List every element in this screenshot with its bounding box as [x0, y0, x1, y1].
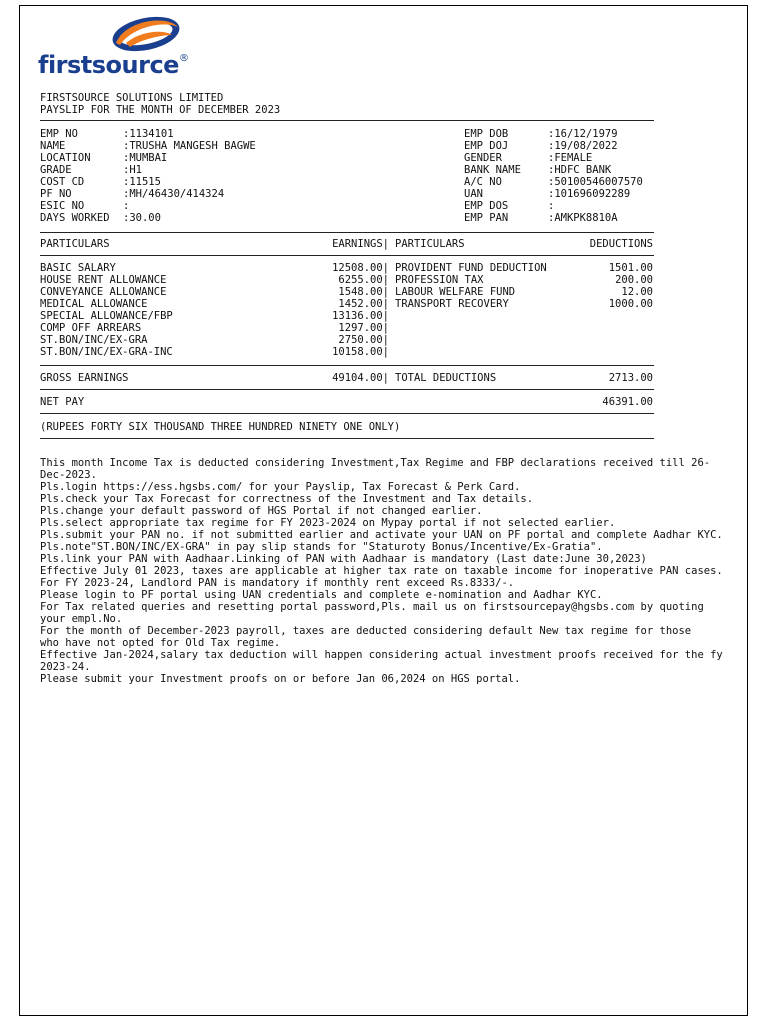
employee-field-label: UAN	[464, 188, 483, 200]
note-line: Pls.select appropriate tax regime for FY 2023-2024 on Mypay portal if not selected earlier.	[40, 517, 616, 529]
deduction-label: TRANSPORT RECOVERY	[395, 298, 509, 310]
earning-amount: 10158.00|	[332, 346, 389, 358]
total-deductions-amount: 2713.00	[608, 372, 653, 384]
earning-label: ST.BON/INC/EX-GRA	[40, 334, 148, 346]
divider	[40, 438, 654, 439]
employee-field-label: ESIC NO	[40, 200, 85, 212]
employee-field-value: :	[548, 200, 555, 212]
employee-field-label: GENDER	[464, 152, 502, 164]
deduction-amount: 12.00	[621, 286, 653, 298]
employee-field-label: BANK NAME	[464, 164, 521, 176]
employee-field-value: :1134101	[123, 128, 174, 140]
deduction-label: PROFESSION TAX	[395, 274, 484, 286]
deduction-amount: 1000.00	[608, 298, 653, 310]
divider	[40, 120, 654, 121]
employee-field-value: :	[123, 200, 130, 212]
payslip-title: PAYSLIP FOR THE MONTH OF DECEMBER 2023	[40, 104, 281, 116]
deduction-label: PROVIDENT FUND DEDUCTION	[395, 262, 547, 274]
employee-field-label: EMP PAN	[464, 212, 509, 224]
employee-field-label: LOCATION	[40, 152, 91, 164]
note-line: Please login to PF portal using UAN credentials and complete e-nomination and Aadhar KYC.	[40, 589, 603, 601]
employee-field-value: :HDFC BANK	[548, 164, 612, 176]
notes-section	[40, 457, 730, 685]
net-pay-label: NET PAY	[40, 396, 85, 408]
firstsource-logo	[38, 13, 198, 85]
earning-amount: 6255.00|	[338, 274, 389, 286]
employee-field-label: EMP DOB	[464, 128, 509, 140]
employee-field-label: EMP DOS	[464, 200, 509, 212]
header-earnings: EARNINGS|	[332, 238, 389, 250]
note-line: Pls.note"ST.BON/INC/EX-GRA" in pay slip stands for "Staturoty Bonus/Incentive/Ex-Gratia".	[40, 541, 603, 553]
divider	[40, 255, 654, 256]
earning-amount: 1452.00|	[338, 298, 389, 310]
employee-field-value: :30.00	[123, 212, 161, 224]
earning-label: ST.BON/INC/EX-GRA-INC	[40, 346, 173, 358]
company-name: FIRSTSOURCE SOLUTIONS LIMITED	[40, 92, 224, 104]
note-line: Effective Jan-2024,salary tax deduction will happen considering actual investment proofs received for the fy 2023-24.	[40, 649, 730, 673]
header-particulars-deductions: PARTICULARS	[395, 238, 465, 250]
note-line: Pls.login https://ess.hgsbs.com/ for your Payslip, Tax Forecast & Perk Card.	[40, 481, 521, 493]
divider	[40, 365, 654, 366]
earning-label: CONVEYANCE ALLOWANCE	[40, 286, 167, 298]
employee-field-value: :MUMBAI	[123, 152, 168, 164]
employee-field-label: EMP DOJ	[464, 140, 509, 152]
note-line: Pls.check your Tax Forecast for correctness of the Investment and Tax details.	[40, 493, 534, 505]
note-line: Effective July 01 2023, taxes are applicable at higher tax rate on taxable income for inoperative PAN cases.	[40, 565, 723, 577]
earning-amount: 2750.00|	[338, 334, 389, 346]
note-line: who have not opted for Old Tax regime.	[40, 637, 281, 649]
employee-field-value: :50100546007570	[548, 176, 643, 188]
note-line: For FY 2023-24, Landlord PAN is mandatory if monthly rent exceed Rs.8333/-.	[40, 577, 515, 589]
earning-amount: 1548.00|	[338, 286, 389, 298]
note-line: Pls.submit your PAN no. if not submitted earlier and activate your UAN on PF portal and complete Aadhar KYC.	[40, 529, 723, 541]
earning-amount: 1297.00|	[338, 322, 389, 334]
payslip-page	[19, 5, 748, 1016]
employee-field-label: A/C NO	[464, 176, 502, 188]
employee-field-label: PF NO	[40, 188, 72, 200]
gross-earnings-amount: 49104.00|	[332, 372, 389, 384]
employee-field-value: :TRUSHA MANGESH BAGWE	[123, 140, 256, 152]
deduction-amount: 200.00	[615, 274, 653, 286]
note-line: Please submit your Investment proofs on or before Jan 06,2024 on HGS portal.	[40, 673, 521, 685]
employee-field-value: :H1	[123, 164, 142, 176]
employee-field-label: NAME	[40, 140, 66, 152]
gross-earnings-label: GROSS EARNINGS	[40, 372, 129, 384]
deduction-amount: 1501.00	[608, 262, 653, 274]
note-line: For the month of December-2023 payroll, taxes are deducted considering default New tax regime for those	[40, 625, 692, 637]
swoosh-logo-icon	[106, 13, 186, 55]
employee-field-label: EMP NO	[40, 128, 78, 140]
earning-label: HOUSE RENT ALLOWANCE	[40, 274, 167, 286]
divider	[40, 232, 654, 233]
total-deductions-label: TOTAL DEDUCTIONS	[395, 372, 497, 384]
earning-amount: 12508.00|	[332, 262, 389, 274]
divider	[40, 389, 654, 390]
earning-label: MEDICAL ALLOWANCE	[40, 298, 148, 310]
employee-field-value: :101696092289	[548, 188, 631, 200]
employee-field-label: GRADE	[40, 164, 72, 176]
net-pay-amount: 46391.00	[602, 396, 653, 408]
employee-field-label: COST CD	[40, 176, 85, 188]
note-line: Pls.link your PAN with Aadhaar.Linking of PAN with Aadhaar is mandatory (Last date:June 30,2023)	[40, 553, 647, 565]
earning-amount: 13136.00|	[332, 310, 389, 322]
header-deductions: DEDUCTIONS	[589, 238, 653, 250]
earning-label: COMP OFF ARREARS	[40, 322, 142, 334]
net-pay-in-words: (RUPEES FORTY SIX THOUSAND THREE HUNDRED NINETY ONE ONLY)	[40, 421, 401, 433]
earning-label: SPECIAL ALLOWANCE/FBP	[40, 310, 173, 322]
employee-field-label: DAYS WORKED	[40, 212, 110, 224]
employee-field-value: :AMKPK8810A	[548, 212, 618, 224]
employee-field-value: :16/12/1979	[548, 128, 618, 140]
employee-field-value: :FEMALE	[548, 152, 593, 164]
employee-field-value: :MH/46430/414324	[123, 188, 225, 200]
employee-field-value: :19/08/2022	[548, 140, 618, 152]
note-line: For Tax related queries and resetting portal password,Pls. mail us on firstsourcepay@hgsbs.com by quoting your empl.No.	[40, 601, 711, 625]
note-line: Pls.change your default password of HGS Portal if not changed earlier.	[40, 505, 483, 517]
earning-label: BASIC SALARY	[40, 262, 116, 274]
employee-field-value: :11515	[123, 176, 161, 188]
note-line: This month Income Tax is deducted considering Investment,Tax Regime and FBP declarations received till 26-Dec-2023.	[40, 457, 711, 481]
header-particulars-earnings: PARTICULARS	[40, 238, 110, 250]
logo-wordmark: firstsource®	[38, 51, 189, 79]
divider	[40, 413, 654, 414]
deduction-label: LABOUR WELFARE FUND	[395, 286, 516, 298]
